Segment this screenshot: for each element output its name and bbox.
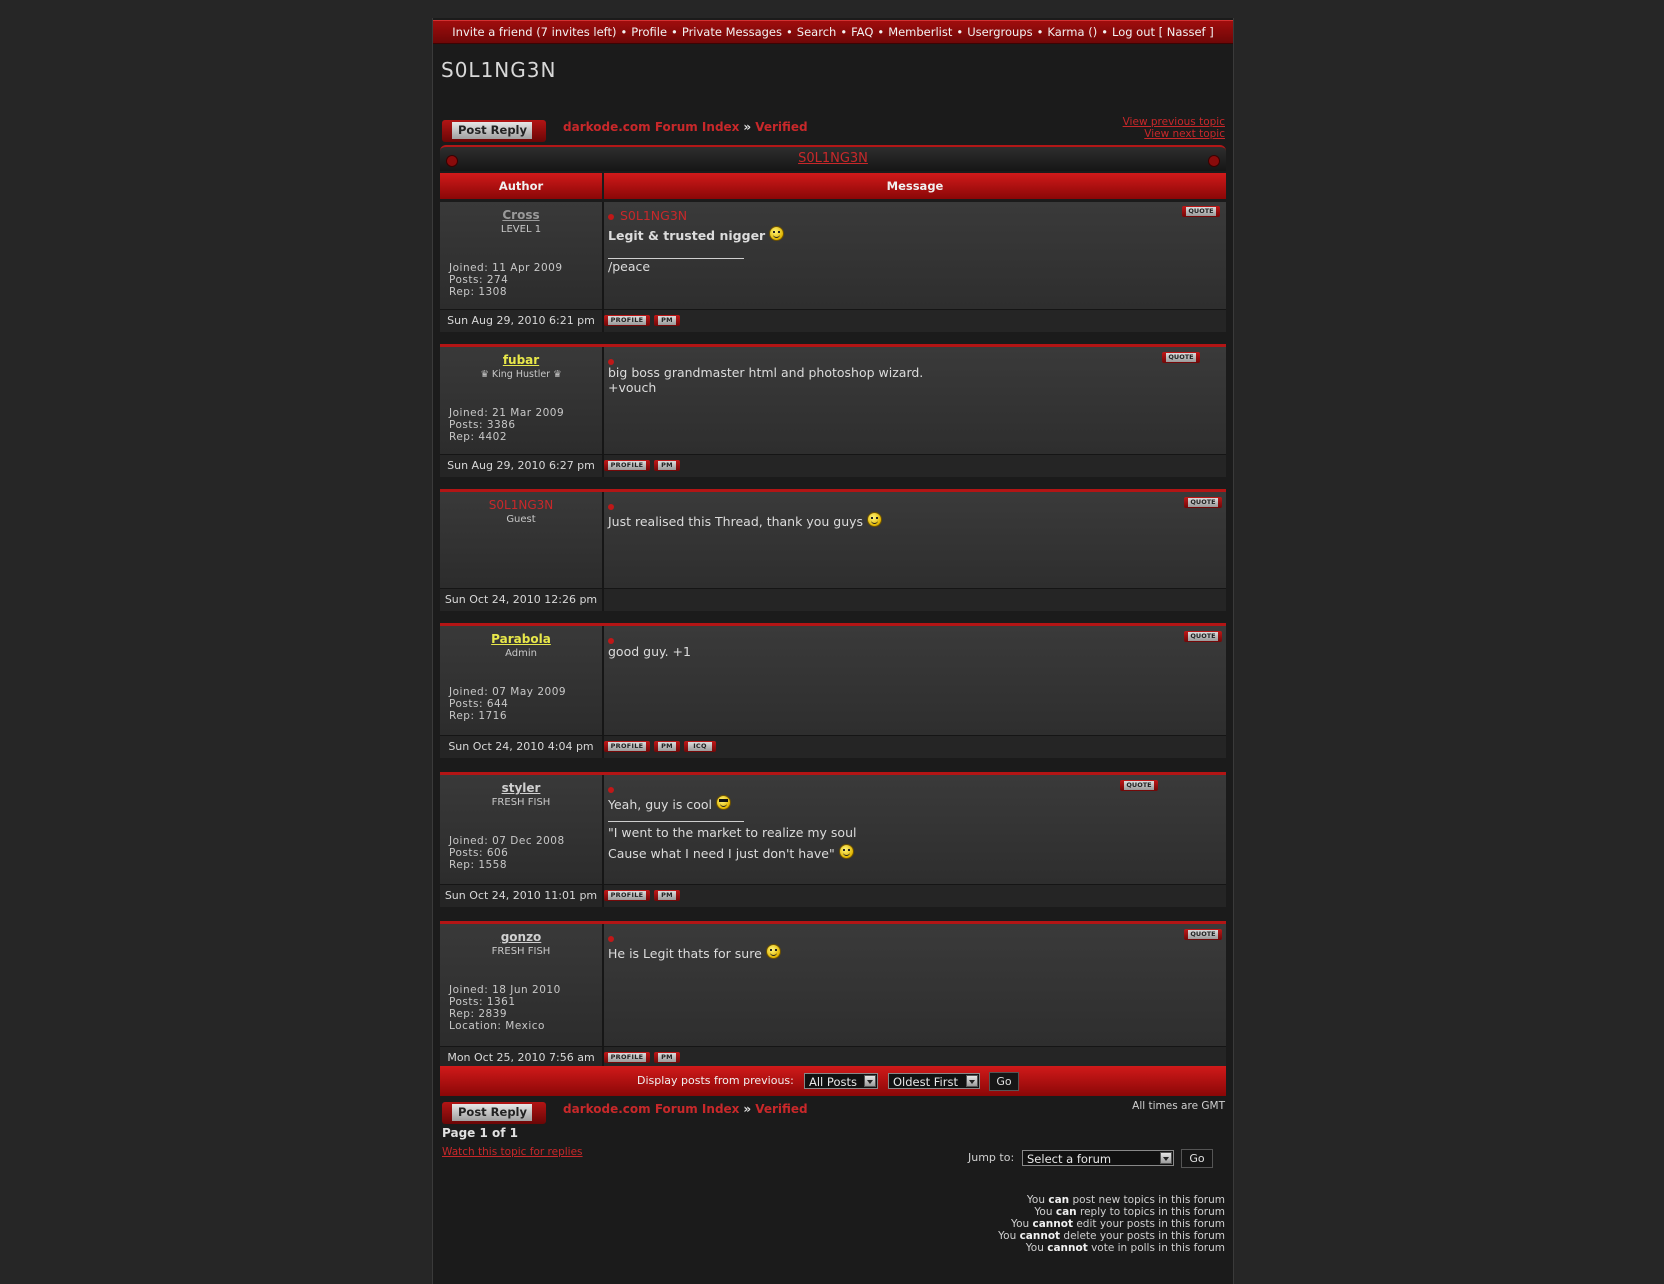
profile-button[interactable]: PROFILE (604, 1052, 650, 1063)
post-date: Sun Oct 24, 2010 4:04 pm (440, 736, 604, 758)
author-rank: LEVEL 1 (500, 224, 542, 235)
author-name: S0L1NG3N (488, 498, 554, 512)
post-date: Mon Oct 25, 2010 7:56 am (440, 1047, 604, 1069)
post-author-cell (440, 924, 604, 1046)
jump-to-label: Jump to: (968, 1151, 1015, 1164)
post-row (440, 623, 1226, 758)
author-rank: FRESH FISH (491, 946, 551, 957)
nav-invite[interactable]: Invite a friend (7 invites left) (452, 25, 617, 39)
post-body: Yeah, guy is cool (608, 795, 731, 812)
display-posts-label: Display posts from previous: (637, 1074, 794, 1087)
chevron-down-icon (1160, 1152, 1172, 1164)
forum-permissions: You can post new topics in this forum You can reply to topics in this forum You cannot edit your posts in this forum You cannot delete your posts in this forum You cannot vote in polls in this forum (998, 1194, 1225, 1254)
cool-smiley-icon (716, 795, 731, 810)
post-date: Sun Aug 29, 2010 6:21 pm (440, 310, 604, 332)
posts-range-select[interactable]: All Posts (804, 1073, 878, 1089)
post-date: Sun Oct 24, 2010 11:01 pm (440, 885, 604, 907)
top-nav-bar: Invite a friend (7 invites left) • Profile • Private Messages • Search • FAQ • Memberlist • Usergroups • Karma () • Log out [ Nassef ] (433, 20, 1233, 44)
profile-button[interactable]: PROFILE (604, 460, 650, 471)
smiley-icon (766, 944, 781, 959)
post-signature: "I went to the market to realize my soul Cause what I need I just don't have" (608, 821, 856, 864)
breadcrumb-forum-index[interactable]: darkode.com Forum Index (563, 120, 740, 134)
author-rank: Admin (505, 648, 537, 659)
nav-logout[interactable]: Log out [ Nassef ] (1111, 25, 1214, 39)
author-stats: Joined: 07 Dec 2008 Posts: 606 Rep: 1558 (449, 835, 565, 871)
display-go-button[interactable]: Go (989, 1072, 1019, 1091)
timezone-note: All times are GMT (1132, 1100, 1225, 1112)
smiley-icon (867, 512, 882, 527)
pm-button[interactable]: PM (654, 890, 680, 901)
post-row (440, 489, 1226, 611)
post-author-cell (440, 626, 604, 735)
post-row (440, 199, 1226, 332)
watch-topic-link[interactable]: Watch this topic for replies (442, 1146, 583, 1158)
post-author-cell (440, 492, 604, 588)
column-header-message: Message (604, 173, 1226, 199)
author-stats: Joined: 18 Jun 2010 Posts: 1361 Rep: 2839 Location: Mexico (449, 984, 561, 1032)
profile-button[interactable]: PROFILE (604, 315, 650, 326)
author-name-link[interactable]: Cross (502, 208, 540, 222)
page-info: Page 1 of 1 (442, 1126, 518, 1140)
nav-search[interactable]: Search (796, 25, 837, 39)
view-previous-topic-link[interactable]: View previous topic (1122, 116, 1225, 128)
nav-faq[interactable]: FAQ (851, 25, 874, 39)
post-message-cell (604, 347, 1226, 454)
post-message-cell (604, 775, 1226, 884)
post-bullet-icon (608, 787, 614, 793)
post-body: Legit & trusted nigger (608, 226, 784, 243)
post-bullet-icon (608, 638, 614, 644)
jump-go-button[interactable]: Go (1181, 1149, 1213, 1168)
view-next-topic-link[interactable]: View next topic (1144, 128, 1225, 140)
jump-to-select[interactable]: Select a forum (1022, 1150, 1174, 1166)
post-footer (440, 588, 1226, 611)
nav-karma[interactable]: Karma () (1047, 25, 1098, 39)
post-body: big boss grandmaster html and photoshop wizard. +vouch (608, 365, 924, 395)
pm-button[interactable]: PM (654, 315, 680, 326)
post-footer (440, 735, 1226, 758)
pm-button[interactable]: PM (654, 460, 680, 471)
post-message-cell (604, 626, 1226, 735)
post-message-cell (604, 202, 1226, 309)
post-reply-button-top[interactable]: Post Reply (442, 120, 546, 142)
quote-button[interactable]: QUOTE (1184, 929, 1222, 940)
nav-memberlist[interactable]: Memberlist (888, 25, 953, 39)
post-bullet-icon (608, 214, 614, 220)
author-name-link[interactable]: styler (501, 781, 541, 795)
pm-button[interactable]: PM (654, 741, 680, 752)
pm-button[interactable]: PM (654, 1052, 680, 1063)
post-footer (440, 454, 1226, 477)
post-row (440, 772, 1226, 907)
profile-button[interactable]: PROFILE (604, 741, 650, 752)
author-stats: Joined: 11 Apr 2009 Posts: 274 Rep: 1308 (449, 262, 563, 298)
quote-button[interactable]: QUOTE (1120, 780, 1158, 791)
header-right-dot-icon (1208, 155, 1220, 167)
chevron-down-icon (966, 1075, 978, 1087)
author-rank: Guest (506, 514, 536, 525)
post-body: good guy. +1 (608, 644, 691, 659)
author-rank: ♛ King Hustler ♛ (480, 369, 562, 380)
display-options-bar (440, 1066, 1226, 1096)
sort-order-select[interactable]: Oldest First (888, 1073, 980, 1089)
author-rank: FRESH FISH (491, 797, 551, 808)
quote-button[interactable]: QUOTE (1184, 497, 1222, 508)
author-name-link[interactable]: gonzo (500, 930, 542, 944)
nav-usergroups[interactable]: Usergroups (967, 25, 1033, 39)
author-stats: Joined: 21 Mar 2009 Posts: 3386 Rep: 4402 (449, 407, 565, 443)
post-message-cell (604, 492, 1226, 588)
site-title: S0L1NG3N (441, 58, 557, 82)
post-body: He is Legit thats for sure (608, 944, 781, 961)
post-footer (440, 309, 1226, 332)
column-header-author: Author (440, 173, 602, 199)
post-date: Sun Oct 24, 2010 12:26 pm (440, 589, 604, 611)
smiley-icon (769, 226, 784, 241)
breadcrumb-forum-index[interactable]: darkode.com Forum Index (563, 1102, 740, 1116)
post-message-cell (604, 924, 1226, 1046)
post-subject: S0L1NG3N (608, 208, 687, 223)
post-footer (440, 884, 1226, 907)
nav-private-messages[interactable]: Private Messages (681, 25, 782, 39)
post-date: Sun Aug 29, 2010 6:27 pm (440, 455, 604, 477)
profile-button[interactable]: PROFILE (604, 890, 650, 901)
icq-button[interactable]: ICQ (684, 741, 716, 752)
topic-title-link[interactable]: S0L1NG3N (798, 151, 868, 166)
post-author-cell (440, 202, 604, 309)
post-bullet-icon (608, 359, 614, 365)
chevron-down-icon (864, 1075, 876, 1087)
post-subject (608, 498, 620, 513)
author-name-link[interactable]: fubar (502, 353, 540, 367)
author-name-link[interactable]: Parabola (491, 632, 551, 646)
quote-button[interactable]: QUOTE (1184, 631, 1222, 642)
post-subject (608, 930, 620, 945)
author-stats: Joined: 07 May 2009 Posts: 644 Rep: 1716 (449, 686, 567, 722)
post-bullet-icon (608, 936, 614, 942)
post-signature: /peace (608, 258, 744, 274)
header-left-dot-icon (446, 155, 458, 167)
post-body: Just realised this Thread, thank you guys (608, 512, 882, 529)
post-reply-button-bottom[interactable]: Post Reply (442, 1102, 546, 1124)
post-author-cell (440, 775, 604, 884)
page-container (432, 18, 1234, 1284)
breadcrumb-verified[interactable]: Verified (755, 120, 808, 134)
quote-button[interactable]: QUOTE (1162, 352, 1200, 363)
quote-button[interactable]: QUOTE (1182, 206, 1220, 217)
breadcrumb-bottom: darkode.com Forum Index » Verified (563, 1102, 808, 1116)
smiley-icon (839, 844, 854, 859)
post-subject (608, 781, 620, 796)
post-row (440, 921, 1226, 1064)
post-bullet-icon (608, 504, 614, 510)
breadcrumb-verified[interactable]: Verified (755, 1102, 808, 1116)
nav-profile[interactable]: Profile (631, 25, 668, 39)
post-row (440, 344, 1226, 477)
topic-header (440, 145, 1226, 171)
topic-navigation (1123, 116, 1225, 140)
post-author-cell (440, 347, 604, 454)
breadcrumb-top: darkode.com Forum Index » Verified (563, 120, 808, 134)
